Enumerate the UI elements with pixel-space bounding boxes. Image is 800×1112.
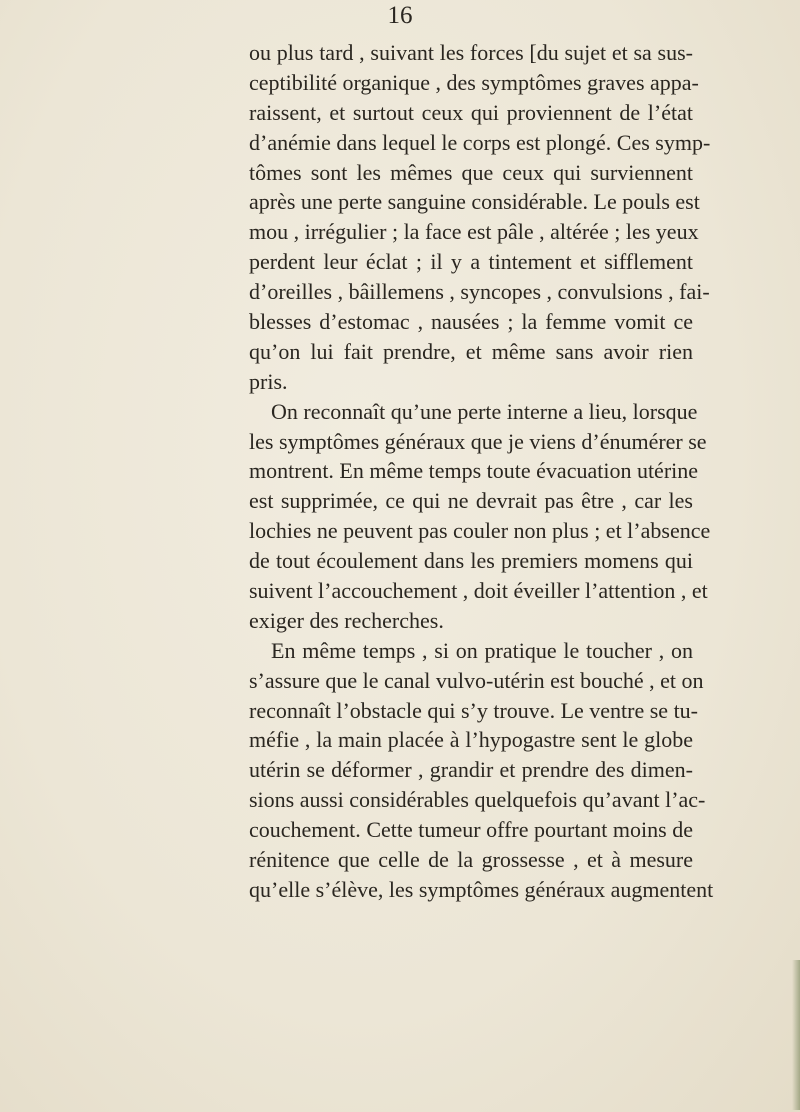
text-line: couchement. Cette tumeur offre pourtant moins de <box>249 817 693 843</box>
body-text <box>249 38 714 905</box>
text-line: les symptômes généraux que je viens d’énumérer se <box>249 428 707 454</box>
text-line: blesses d’estomac , nausées ; la femme vomit ce <box>249 309 693 335</box>
text-line: ou plus tard , suivant les forces [du sujet et sa sus- <box>249 40 693 65</box>
page-edge-discoloration <box>792 960 800 1110</box>
text-line: tômes sont les mêmes que ceux qui surviennent <box>249 159 693 185</box>
text-line: d’anémie dans lequel le corps est plongé. Ces symp- <box>249 129 711 155</box>
text-line: En même temps , si on pratique le toucher , on <box>271 637 693 663</box>
text-line: qu’elle s’élève, les symptômes généraux augmentent <box>249 876 714 902</box>
text-line: méfie , la main placée à l’hypogastre sent le globe <box>249 727 693 753</box>
text-line: après une perte sanguine considérable. Le pouls est <box>249 189 700 215</box>
text-line: pris. <box>249 368 288 394</box>
text-line: reconnaît l’obstacle qui s’y trouve. Le ventre se tu- <box>249 697 699 723</box>
text-line: s’assure que le canal vulvo-utérin est bouché , et on <box>249 667 704 693</box>
text-line: rénitence que celle de la grossesse , et à mesure <box>249 847 693 873</box>
text-line: raissent, et surtout ceux qui proviennent de l’état <box>249 99 693 125</box>
text-line: ceptibilité organique , des symptômes graves appa- <box>249 69 699 95</box>
text-line: mou , irrégulier ; la face est pâle , altérée ; les yeux <box>249 219 699 245</box>
text-line: de tout écoulement dans les premiers momens qui <box>249 548 693 574</box>
text-line: perdent leur éclat ; il y a tintement et sifflement <box>249 249 693 275</box>
text-line: lochies ne peuvent pas couler non plus ; et l’absence <box>249 518 711 544</box>
text-line: d’oreilles , bâillemens , syncopes , convulsions , fai- <box>249 279 710 305</box>
page-number: 16 <box>387 2 413 29</box>
text-line: exiger des recherches. <box>249 607 444 633</box>
text-line: montrent. En même temps toute évacuation utérine <box>249 458 699 484</box>
text-line: qu’on lui fait prendre, et même sans avoir rien <box>249 338 693 364</box>
text-line: suivent l’accouchement , doit éveiller l’attention , et <box>249 578 708 604</box>
text-line: sions aussi considérables quelquefois qu’avant l’ac- <box>249 787 706 813</box>
text-line: On reconnaît qu’une perte interne a lieu, lorsque <box>271 398 698 424</box>
text-line: utérin se déformer , grandir et prendre des dimen- <box>249 757 693 783</box>
text-line: est supprimée, ce qui ne devrait pas être , car les <box>249 488 693 514</box>
